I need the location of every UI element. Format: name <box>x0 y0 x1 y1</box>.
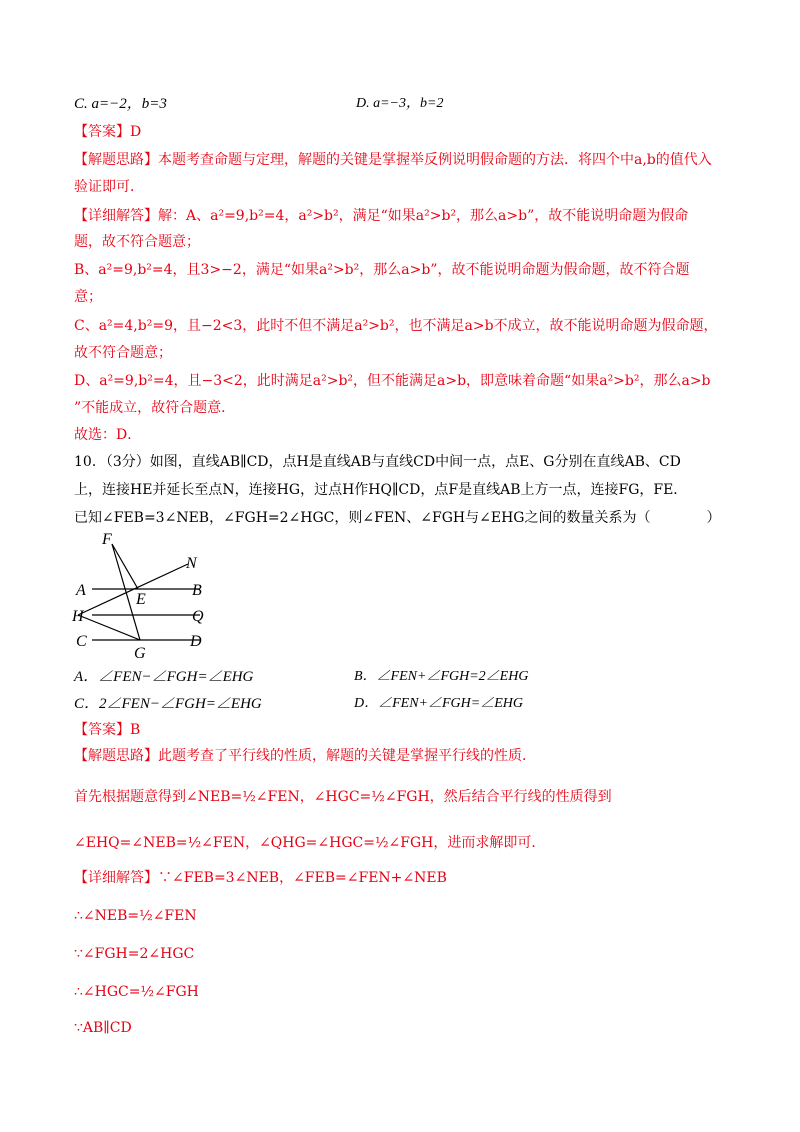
label-h: H <box>72 608 84 625</box>
q9-detail-line-1 <box>74 206 688 226</box>
q10-idea-line-3: ∠EHQ=∠NEB=½∠FEN，∠QHG=∠HGC=½∠FGH，进而求解即可． <box>74 835 546 851</box>
label-q: Q <box>192 608 204 625</box>
segment-hg <box>78 615 140 640</box>
q10-option-d: D．∠FEN+∠FGH=∠EHG <box>354 696 523 711</box>
answer-value: D <box>130 124 142 140</box>
detail-tag: 【详细解答】 <box>74 870 158 886</box>
label-g: G <box>134 645 146 662</box>
q9-detail-line-6: 故不符合题意； <box>74 345 172 361</box>
label-e: E <box>136 591 146 608</box>
label-f: F <box>102 532 112 548</box>
label-c: C <box>76 633 87 650</box>
label-b: B <box>192 582 202 599</box>
q10-answer <box>74 720 140 740</box>
q9-choose: 故选：D． <box>74 427 142 443</box>
q10-detail-line-3: ∵∠FGH=2∠HGC <box>74 946 195 962</box>
q10-option-b: B．∠FEN+∠FGH=2∠EHG <box>354 669 529 684</box>
q9-answer <box>74 122 141 142</box>
idea-tag: 【解题思路】 <box>74 748 158 764</box>
q9-detail-line-3: B、a²=9,b²=4，且3>−2，满足“如果a²>b²，那么a>b”，故不能说明命题为假命题，故不符合题 <box>74 262 690 278</box>
q9-detail-line-4: 意； <box>74 289 102 305</box>
q10-option-c: C．2∠FEN−∠FGH=∠EHG <box>74 696 262 712</box>
q10-detail-line-1 <box>74 868 447 888</box>
answer-tag: 【答案】 <box>74 124 130 140</box>
q9-idea-line-2: 验证即可． <box>74 179 144 195</box>
detail-text: 解：A、a²=9,b²=4，a²>b²，满足“如果a²>b²，那么a>b”，故不能说明命题为假命 <box>158 208 689 224</box>
idea-text: 本题考查命题与定理，解题的关键是掌握举反例说明假命题的方法．将四个中a,b的值代入 <box>158 152 712 168</box>
segment-fe <box>112 544 138 589</box>
q10-detail-line-4: ∴∠HGC=½∠FGH <box>74 984 199 1000</box>
q9-option-c: C. a=−2，b=3 <box>74 96 167 112</box>
q10-stem-line-1: 10．（3分）如图，直线AB∥CD，点H是直线AB与直线CD中间一点，点E、G分别在直线AB、CD <box>74 454 681 470</box>
answer-value: B <box>130 722 141 738</box>
detail-text: ∵∠FEB=3∠NEB，∠FEB=∠FEN+∠NEB <box>158 870 447 886</box>
label-a: A <box>76 582 86 599</box>
q10-detail-line-2: ∴∠NEB=½∠FEN <box>74 908 197 924</box>
q10-option-a: A．∠FEN−∠FGH=∠EHG <box>74 669 254 685</box>
answer-tag: 【答案】 <box>74 722 130 738</box>
idea-tag: 【解题思路】 <box>74 152 158 168</box>
idea-text: 此题考查了平行线的性质，解题的关键是掌握平行线的性质． <box>158 748 536 764</box>
q9-detail-line-5: C、a²=4,b²=9，且−2<3，此时不但不满足a²>b²，也不满足a>b不成立，故不能说明命题为假命题， <box>74 318 718 334</box>
label-n: N <box>186 555 197 572</box>
detail-tag: 【详细解答】 <box>74 208 158 224</box>
q10-figure <box>70 532 240 662</box>
q10-stem-line-2: 上，连接HE并延长至点N，连接HG，过点H作HQ∥CD，点F是直线AB上方一点，连接FG，FE． <box>74 482 688 498</box>
q9-detail-line-2: 题，故不符合题意； <box>74 234 200 250</box>
q10-stem-line-3: 已知∠FEB=3∠NEB，∠FGH=2∠HGC，则∠FEN、∠FGH与∠EHG之间的数量关系为（ ） <box>74 510 721 526</box>
q10-detail-line-5: ∵AB∥CD <box>74 1020 132 1036</box>
label-d: D <box>190 633 202 650</box>
q9-detail-line-8: ”不能成立，故符合题意． <box>74 400 236 416</box>
q9-detail-line-7: D、a²=9,b²=4，且−3<2，此时满足a²>b²，但不能满足a>b，即意味着命题“如果a²>b²，那么a>b <box>74 373 711 389</box>
q9-option-d: D. a=−3，b=2 <box>356 96 444 111</box>
q10-idea-line-2: 首先根据题意得到∠NEB=½∠FEN，∠HGC=½∠FGH，然后结合平行线的性质得到 <box>74 789 612 805</box>
q9-idea-line-1 <box>74 150 712 170</box>
q10-idea-line-1 <box>74 746 536 766</box>
